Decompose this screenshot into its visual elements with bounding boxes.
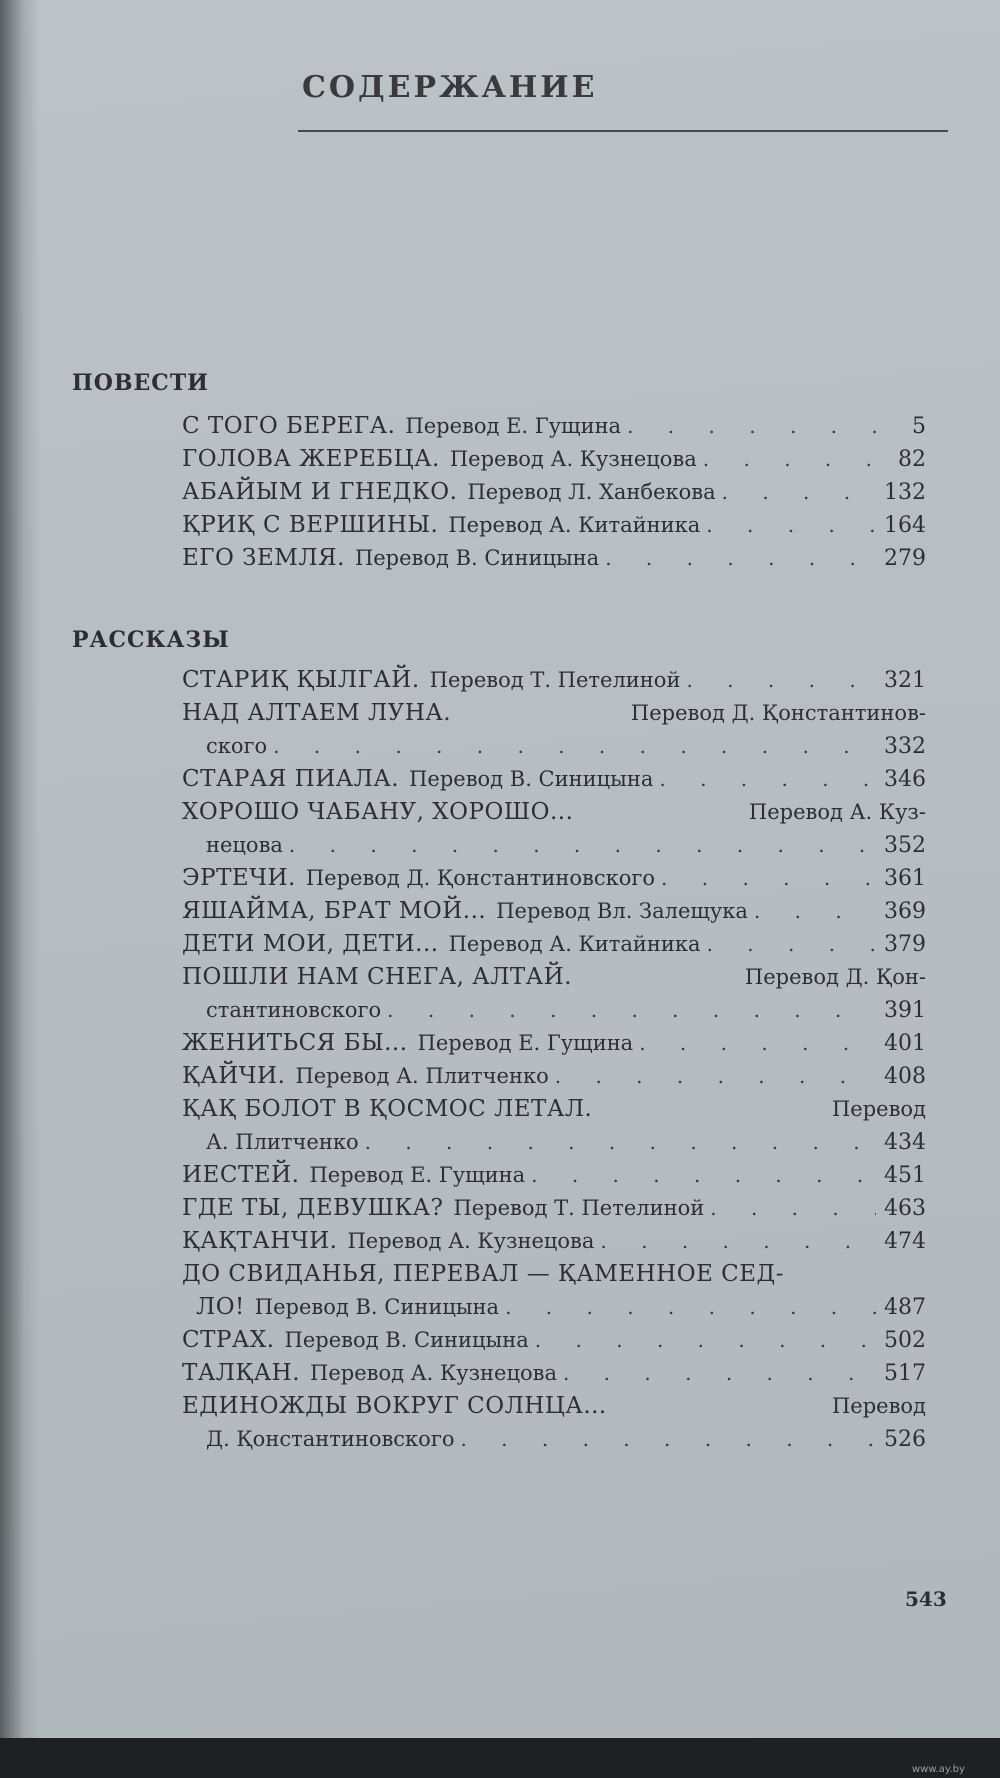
toc-entry-line: [182, 961, 926, 994]
leader-dots: [605, 542, 876, 575]
toc-entry-line: [182, 1291, 926, 1324]
leader-dots: [555, 1060, 876, 1093]
toc-entry-line: [182, 697, 926, 730]
toc-entry: [182, 1390, 926, 1456]
leader-dots: [460, 1423, 876, 1456]
toc-entry: [182, 509, 926, 542]
entry-translator: Перевод Е. Гущина: [405, 414, 622, 438]
entry-page-number: 346: [884, 767, 926, 792]
toc-entry-line: [182, 509, 926, 542]
entry-translator: Перевод Т. Петелиной: [453, 1196, 705, 1220]
entry-translator: Перевод А. Китайника: [448, 932, 701, 956]
entry-translator: А. Плитченко: [206, 1130, 359, 1154]
entry-translator: Перевод А. Китайника: [448, 513, 701, 537]
entry-title: ГОЛОВА ЖЕРЕБЦА.: [182, 446, 440, 472]
entry-page-number: 5: [912, 414, 926, 439]
toc-entry-line: [182, 862, 926, 895]
toc-entry: [182, 928, 926, 961]
toc-entry-line: [182, 994, 926, 1027]
toc-list-povesti: [182, 410, 926, 575]
entry-page-number: 332: [884, 734, 926, 759]
entry-page-number: 361: [884, 866, 926, 891]
toc-entry: [182, 1060, 926, 1093]
leader-dots: [289, 829, 876, 862]
toc-entry-line: [182, 1027, 926, 1060]
entry-page-number: 164: [884, 513, 926, 538]
entry-translator: Перевод: [831, 1394, 926, 1418]
toc-entry: [182, 664, 926, 697]
entry-translator: Перевод В. Синицына: [409, 767, 654, 791]
leader-dots: [365, 1126, 876, 1159]
leader-dots: [535, 1324, 876, 1357]
toc-entry-line: [182, 1192, 926, 1225]
entry-translator: Перевод Е. Гущина: [309, 1163, 526, 1187]
toc-entry: [182, 1027, 926, 1060]
leader-dots: [707, 928, 876, 961]
entry-title: ҚАҚТАНЧИ.: [182, 1228, 338, 1254]
entry-title: ЕДИНОЖДЫ ВОКРУГ СОЛНЦА...: [182, 1393, 607, 1419]
toc-entry: [182, 763, 926, 796]
toc-entry-line: [182, 664, 926, 697]
toc-entry: [182, 476, 926, 509]
entry-page-number: 132: [884, 480, 926, 505]
entry-translator: Перевод Е. Гущина: [417, 1031, 634, 1055]
page-shadow: [0, 0, 40, 1778]
background-edge: [0, 1738, 1000, 1778]
leader-dots: [703, 443, 876, 476]
entry-title: ТАЛҚАН.: [182, 1360, 301, 1386]
entry-title: ЛО!: [196, 1294, 245, 1320]
entry-translator: Перевод А. Кузнецова: [310, 1361, 557, 1385]
toc-entry: [182, 697, 926, 763]
leader-dots: [754, 895, 876, 928]
entry-page-number: 82: [898, 447, 926, 472]
toc-entry-line: [182, 542, 926, 575]
toc-entry-line: [182, 476, 926, 509]
entry-title: ЕГО ЗЕМЛЯ.: [182, 545, 345, 571]
entry-page-number: 321: [884, 668, 926, 693]
toc-entry-line: [182, 829, 926, 862]
entry-title: С ТОГО БЕРЕГА.: [182, 413, 396, 439]
entry-translator: Перевод Л. Ханбекова: [467, 480, 716, 504]
entry-title: ДЕТИ МОИ, ДЕТИ...: [182, 931, 439, 957]
leader-dots: [706, 509, 876, 542]
entry-title: СТАРИҚ ҚЫЛГАЙ.: [182, 667, 420, 693]
entry-translator: нецова: [206, 833, 283, 857]
toc-entry: [182, 1324, 926, 1357]
entry-translator: Перевод А. Куз-: [748, 800, 926, 824]
entry-title: ГДЕ ТЫ, ДЕВУШКА?: [182, 1195, 444, 1221]
toc-entry-line: [182, 1159, 926, 1192]
entry-title: СТРАХ.: [182, 1327, 275, 1353]
entry-title: ЯШАЙМА, БРАТ МОЙ...: [182, 898, 487, 924]
toc-entry-line: [182, 410, 926, 443]
toc-entry-line: [182, 730, 926, 763]
entry-title: ҚРИҚ С ВЕРШИНЫ.: [182, 512, 439, 538]
leader-dots: [505, 1291, 876, 1324]
toc-entry-line: [182, 763, 926, 796]
toc-entry-line: [182, 1225, 926, 1258]
page-number: 543: [905, 1587, 947, 1611]
toc-entry: [182, 542, 926, 575]
toc-entry-line: [182, 1357, 926, 1390]
entry-page-number: 379: [884, 932, 926, 957]
page-title: СОДЕРЖАНИЕ: [302, 70, 598, 105]
leader-dots: [563, 1357, 876, 1390]
toc-entry-line: [182, 1093, 926, 1126]
entry-title: АБАЙЫМ И ГНЕДКО.: [182, 479, 458, 505]
entry-title: ХОРОШО ЧАБАНУ, ХОРОШО...: [182, 799, 574, 825]
toc-entry-line: [182, 1423, 926, 1456]
entry-translator: Перевод Д. Қонстантиновского: [305, 866, 656, 890]
entry-page-number: 474: [884, 1229, 926, 1254]
entry-translator: стантиновского: [206, 998, 382, 1022]
entry-translator: Д. Қонстантиновского: [206, 1427, 455, 1451]
leader-dots: [273, 730, 876, 763]
entry-translator: Перевод Д. Қонстантинов-: [630, 701, 926, 725]
entry-title: НАД АЛТАЕМ ЛУНА.: [182, 700, 452, 726]
entry-page-number: 369: [884, 899, 926, 924]
entry-translator: Перевод А. Плитченко: [295, 1064, 549, 1088]
toc-entry: [182, 862, 926, 895]
entry-title: ЭРТЕЧИ.: [182, 865, 296, 891]
toc-entry: [182, 1357, 926, 1390]
entry-page-number: 451: [884, 1163, 926, 1188]
entry-translator: Перевод А. Кузнецова: [449, 447, 697, 471]
toc-entry: [182, 410, 926, 443]
entry-page-number: 526: [884, 1427, 926, 1452]
leader-dots: [686, 664, 876, 697]
entry-page-number: 401: [884, 1031, 926, 1056]
toc-entry: [182, 796, 926, 862]
entry-translator: Перевод Т. Петелиной: [429, 668, 681, 692]
toc-entry: [182, 1258, 926, 1324]
entry-translator: Перевод А. Кузнецова: [347, 1229, 595, 1253]
entry-title: ДО СВИДАНЬЯ, ПЕРЕВАЛ — ҚАМЕННОЕ СЕД-: [182, 1261, 785, 1287]
entry-translator: Перевод Вл. Залещука: [496, 899, 748, 923]
title-rule: [298, 130, 948, 132]
entry-page-number: 352: [884, 833, 926, 858]
toc-entry: [182, 1093, 926, 1159]
toc-entry-line: [182, 928, 926, 961]
entry-title: ҚАҚ БОЛОТ В ҚОСМОС ЛЕТАЛ.: [182, 1096, 593, 1122]
entry-translator: Перевод В. Синицына: [284, 1328, 529, 1352]
toc-entry-line: [182, 796, 926, 829]
leader-dots: [710, 1192, 876, 1225]
leader-dots: [722, 476, 876, 509]
entry-page-number: 434: [884, 1130, 926, 1155]
toc-entry-line: [182, 443, 926, 476]
entry-translator: Перевод Д. Қон-: [744, 965, 926, 989]
toc-entry-line: [182, 1060, 926, 1093]
entry-title: ҚАЙЧИ.: [182, 1063, 286, 1089]
entry-translator: Перевод: [831, 1097, 926, 1121]
entry-page-number: 408: [884, 1064, 926, 1089]
toc-entry-line: [182, 1258, 926, 1291]
entry-page-number: 279: [884, 546, 926, 571]
toc-entry-line: [182, 895, 926, 928]
toc-entry-line: [182, 1126, 926, 1159]
entry-title: ПОШЛИ НАМ СНЕГА, АЛТАЙ.: [182, 964, 573, 990]
leader-dots: [531, 1159, 876, 1192]
toc-list-rasskazy: [182, 664, 926, 1456]
entry-translator: ского: [206, 734, 268, 758]
toc-entry: [182, 1192, 926, 1225]
section-heading-povesti: ПОВЕСТИ: [72, 370, 209, 396]
entry-translator: Перевод В. Синицына: [254, 1295, 500, 1319]
toc-entry: [182, 895, 926, 928]
leader-dots: [661, 862, 876, 895]
toc-entry: [182, 1159, 926, 1192]
entry-page-number: 463: [884, 1196, 926, 1221]
entry-translator: Перевод В. Синицына: [354, 546, 600, 570]
leader-dots: [627, 410, 876, 443]
toc-entry-line: [182, 1324, 926, 1357]
entry-title: ИЕСТЕЙ.: [182, 1162, 300, 1188]
toc-entry: [182, 1225, 926, 1258]
leader-dots: [659, 763, 876, 796]
leader-dots: [387, 994, 876, 1027]
entry-page-number: 502: [884, 1328, 926, 1353]
leader-dots: [639, 1027, 876, 1060]
entry-page-number: 517: [884, 1361, 926, 1386]
leader-dots: [600, 1225, 876, 1258]
entry-page-number: 487: [884, 1295, 926, 1320]
section-heading-rasskazy: РАССКАЗЫ: [72, 627, 230, 653]
entry-title: СТАРАЯ ПИАЛА.: [182, 766, 400, 792]
toc-entry: [182, 443, 926, 476]
watermark: www.ay.by: [912, 1764, 965, 1775]
entry-title: ЖЕНИТЬСЯ БЫ...: [182, 1030, 408, 1056]
entry-page-number: 391: [884, 998, 926, 1023]
toc-entry-line: [182, 1390, 926, 1423]
toc-entry: [182, 961, 926, 1027]
